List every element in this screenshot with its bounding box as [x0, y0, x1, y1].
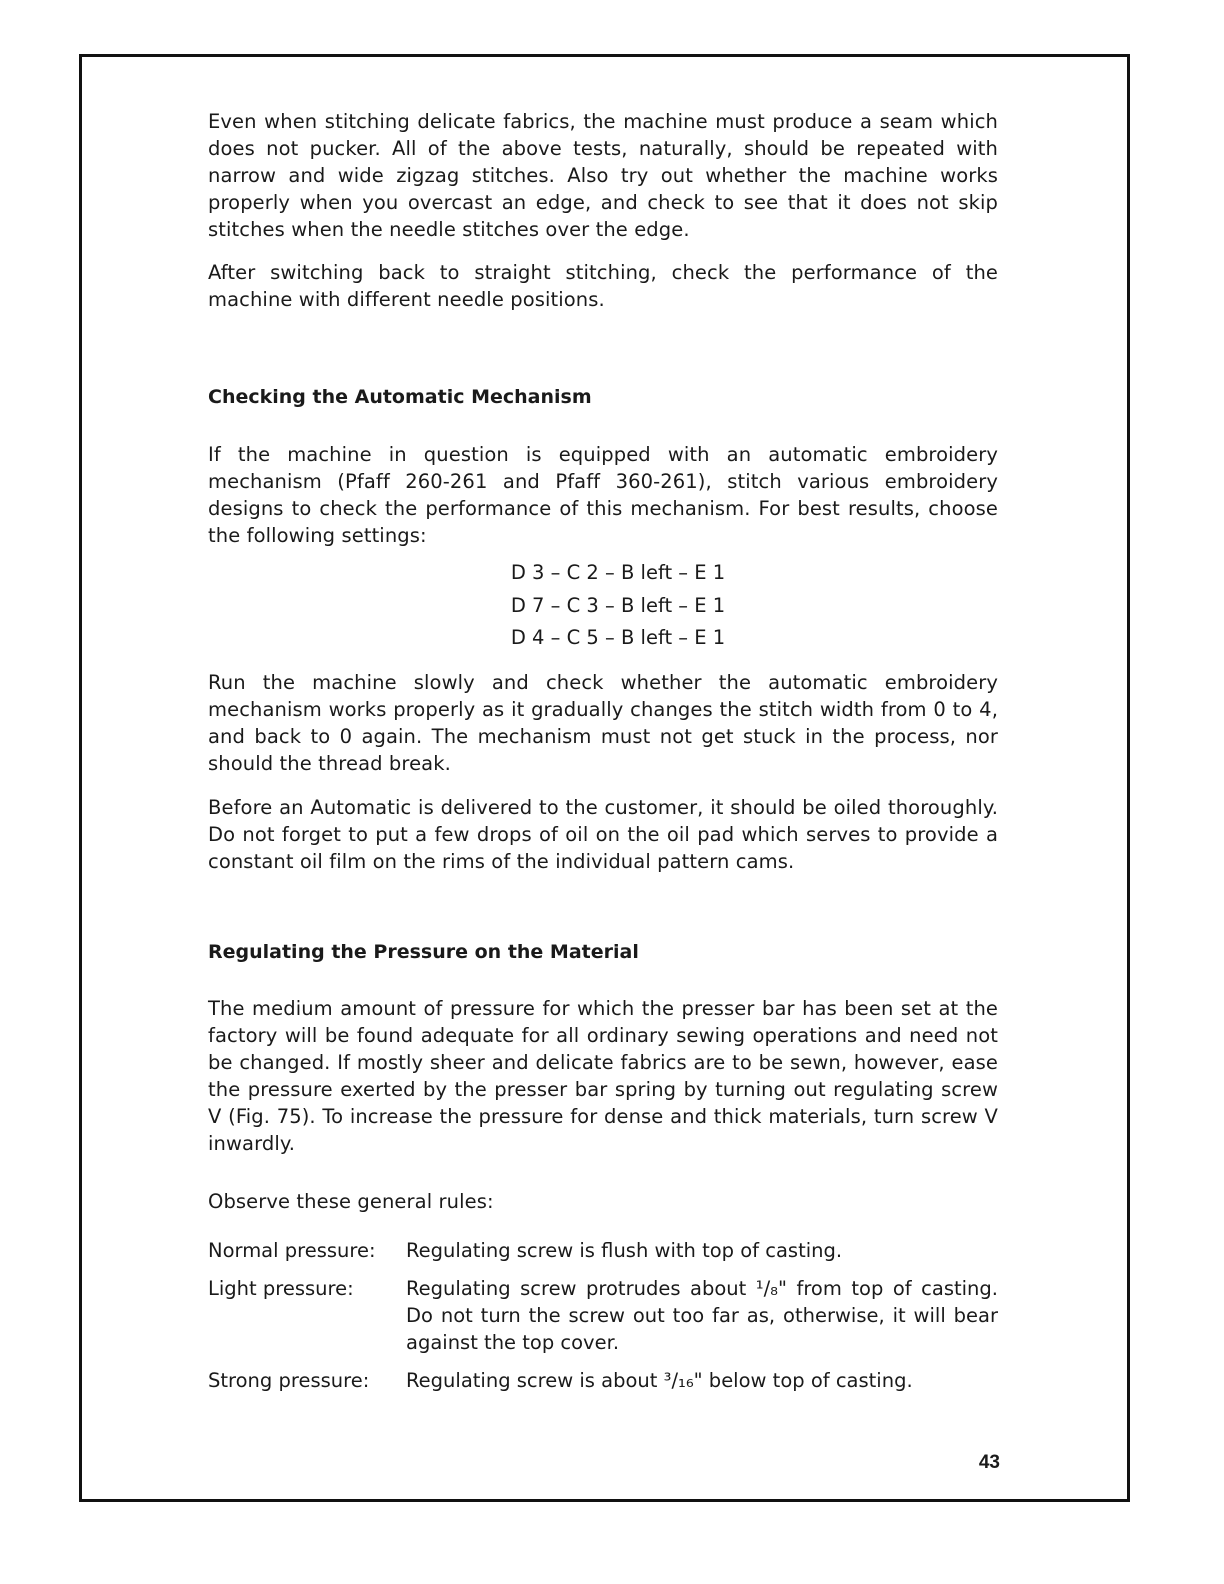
setting-line: D 7 – C 3 – B left – E 1 — [510, 593, 726, 617]
rule-label: Normal pressure: — [208, 1238, 376, 1262]
rules-intro: Observe these general rules: — [208, 1189, 494, 1213]
heading-automatic-mechanism: Checking the Automatic Mechanism — [208, 386, 592, 408]
rule-text: Regulating screw protrudes about ¹/₈" from top of casting. Do not turn the screw out too far as, otherwise, it will bear against the top cover. — [406, 1276, 998, 1354]
rule-text: Regulating screw is about ³/₁₆" below top of casting. — [406, 1368, 913, 1392]
paragraph-run-machine: Run the machine slowly and check whether the automatic embroidery mechanism works properly as it gradually changes the stitch width from 0 to 4, and back to 0 again. The mechanism must not get stuck in the process, nor should the thread break. — [208, 670, 998, 775]
paragraph-straight-stitching: After switching back to straight stitching, check the performance of the machine with different needle positions. — [208, 261, 998, 311]
pressure-rules-table — [208, 1237, 998, 1394]
rule-row-strong — [208, 1356, 998, 1394]
paragraph-oiling: Before an Automatic is delivered to the customer, it should be oiled thoroughly. Do not forget to put a few drops of oil on the oil pad which serves to provide a constant oil film on the rims of the individual pattern cams. — [208, 795, 998, 873]
paragraph-automatic-intro: If the machine in question is equipped with an automatic embroidery mechanism (Pfaff 260-261 and Pfaff 360-261), stitch various embroidery designs to check the performance of this mechanism. For best results, choose the following settings: — [208, 443, 998, 547]
page-content — [208, 104, 998, 1394]
rule-row-light — [208, 1264, 998, 1356]
heading-regulating-pressure: Regulating the Pressure on the Material — [208, 940, 639, 963]
settings-list — [238, 557, 998, 655]
rule-label: Light pressure: — [208, 1276, 354, 1300]
setting-line: D 4 – C 5 – B left – E 1 — [510, 626, 726, 649]
rule-text: Regulating screw is flush with top of casting. — [406, 1238, 843, 1262]
rule-row-normal — [208, 1237, 998, 1264]
paragraph-pressure-intro: The medium amount of pressure for which the presser bar has been set at the factory will be found adequate for all ordinary sewing operations and need not be changed. If mostly sheer and delicate fabrics are to be sewn, however, ease the pressure exerted by the presser bar spring by turning out regulating screw V (Fig. 75). To increase the pressure for dense and thick materials, turn screw V inwardly. — [208, 996, 998, 1155]
page-number: 43 — [978, 1452, 1000, 1473]
paragraph-delicate-fabrics: Even when stitching delicate fabrics, the machine must produce a seam which does not pucker. All of the above tests, naturally, should be repeated with narrow and wide zigzag stitches. Also try out whether the machine works properly when you overcast an edge, and check to see that it does not skip stitches when the needle stitches over the edge. — [208, 110, 998, 241]
setting-line: D 3 – C 2 – B left – E 1 — [510, 561, 726, 584]
rule-label: Strong pressure: — [208, 1368, 370, 1392]
